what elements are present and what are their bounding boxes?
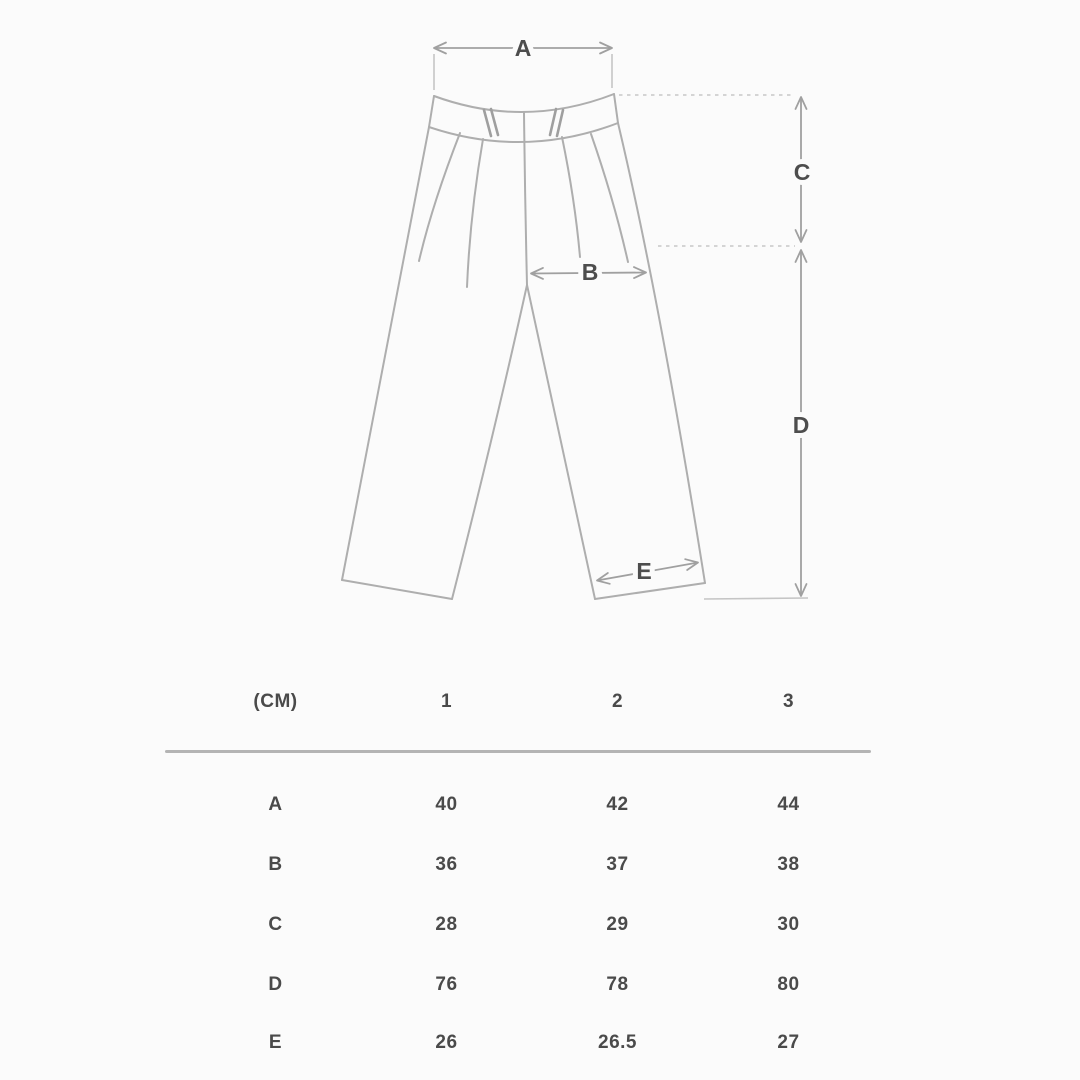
size-column-1: 1 bbox=[440, 691, 453, 712]
measure-label-d: D bbox=[792, 412, 810, 438]
belt-loop-right bbox=[550, 109, 563, 136]
table-divider bbox=[165, 750, 871, 753]
table-row bbox=[190, 907, 874, 943]
row-label: C bbox=[268, 914, 283, 935]
row-value: 78 bbox=[606, 974, 629, 995]
row-value: 38 bbox=[777, 854, 800, 875]
row-value: 37 bbox=[606, 854, 629, 875]
unit-header: (CM) bbox=[253, 691, 298, 712]
row-value: 28 bbox=[435, 914, 458, 935]
measure-label-c: C bbox=[793, 159, 811, 185]
row-value: 36 bbox=[435, 854, 458, 875]
row-label: B bbox=[268, 854, 283, 875]
row-value: 30 bbox=[777, 914, 800, 935]
measure-label-e: E bbox=[636, 558, 652, 584]
row-label: A bbox=[268, 794, 283, 815]
table-row bbox=[190, 967, 874, 1003]
measure-label-b: B bbox=[581, 259, 599, 285]
row-value: 76 bbox=[435, 974, 458, 995]
row-label: D bbox=[268, 974, 283, 995]
row-value: 42 bbox=[606, 794, 629, 815]
belt-loop-left bbox=[484, 109, 498, 136]
table-row bbox=[190, 1025, 874, 1061]
row-value: 26.5 bbox=[598, 1032, 637, 1053]
row-value: 44 bbox=[777, 794, 800, 815]
row-label: E bbox=[268, 1032, 283, 1053]
table-header-row bbox=[190, 684, 874, 720]
row-value: 27 bbox=[777, 1032, 800, 1053]
table-row bbox=[190, 847, 874, 883]
table-row bbox=[190, 787, 874, 823]
row-value: 40 bbox=[435, 794, 458, 815]
row-value: 29 bbox=[606, 914, 629, 935]
pants-outline bbox=[342, 94, 705, 599]
row-value: 80 bbox=[777, 974, 800, 995]
row-value: 26 bbox=[435, 1032, 458, 1053]
size-column-2: 2 bbox=[611, 691, 624, 712]
size-column-3: 3 bbox=[782, 691, 795, 712]
measure-label-a: A bbox=[514, 35, 532, 61]
